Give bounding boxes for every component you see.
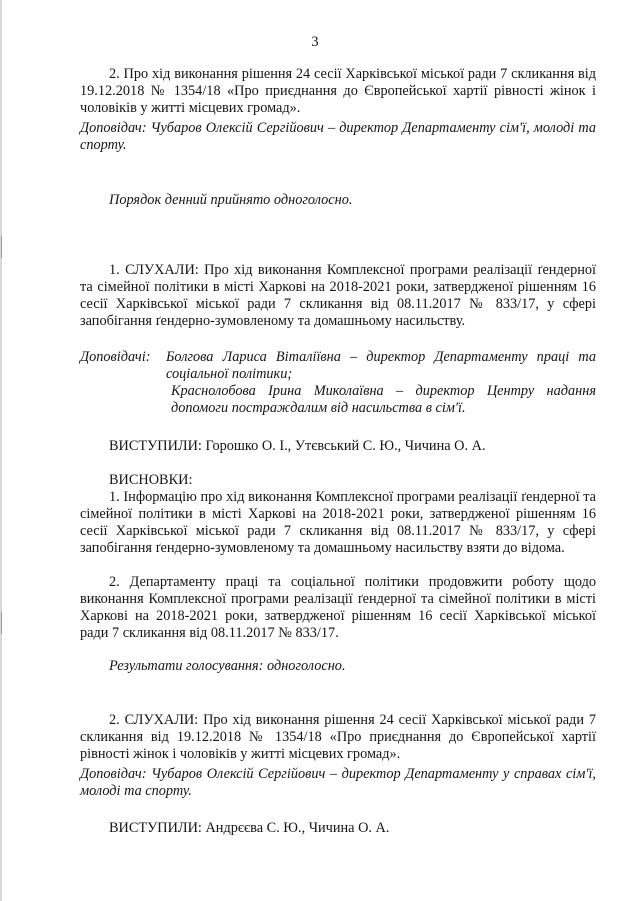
- item-2-heard: 2. СЛУХАЛИ: Про хід виконання рішення 24 сесії Харківської міської ради 7 скликання від 19.12.2018 № 1354/18 «Про приєднання до Європейської хартії рівності жінок і чоловіків у житті місцевих громад».: [80, 712, 596, 762]
- binding-mark: [1, 236, 2, 258]
- agenda-item-2: 2. Про хід виконання рішення 24 сесії Харківської міської ради 7 скликання від 19.12.2018 № 1354/18 «Про приєднання до Європейської хартії рівності жінок і чоловіків у житті місцевих громад».: [80, 66, 596, 116]
- reporters-label: Доповідачі:: [80, 349, 151, 365]
- conclusion-1: 1. Інформацію про хід виконання Комплексної програми реалізації ґендерної та сімейної політики в місті Харкові на 2018-2021 роки, затвердженої рішенням 16 сесії Харківської міської ради 7 скликання від 08.11.2017 № 833/17, у сфері запобігання ґендерно-зумовленому та домашньому насильству взяти до відома.: [80, 489, 596, 556]
- agenda-item-2-reporter: Доповідач: Чубаров Олексій Сергійович – директор Департаменту сім'ї, молоді та спорту.: [80, 120, 596, 153]
- page-number: 3: [311, 34, 319, 50]
- conclusions-title: ВИСНОВКИ:: [109, 472, 193, 488]
- conclusion-2: 2. Департаменту праці та соціальної політики продовжити роботу щодо виконання Комплексної програми реалізації ґендерної та сімейної політики в місті Харкові на 2018-2021 роки, затвердженої рішенням 16 сесії Харківської міської ради 7 скликання від 08.11.2017 № 833/17.: [80, 574, 596, 641]
- agenda-adopted: Порядок денний прийнято одноголосно.: [109, 192, 353, 208]
- item-1-reporters: [80, 349, 596, 417]
- item-1-heard: 1. СЛУХАЛИ: Про хід виконання Комплексної програми реалізації ґендерної та сімейної політики в місті Харкові на 2018-2021 роки, затвердженої рішенням 16 сесії Харківської міської ради 7 скликання від 08.11.2017 № 833/17, у сфері запобігання ґендерно-зумовленому та домашньому насильству.: [80, 262, 596, 329]
- item-1-vote: Результати голосування: одноголосно.: [109, 658, 346, 674]
- item-2-spoke: ВИСТУПИЛИ: Андрєєва С. Ю., Чичина О. А.: [109, 820, 390, 836]
- item-2-reporter: Доповідач: Чубаров Олексій Сергійович – директор Департаменту у справах сім'ї, молоді та спорту.: [80, 766, 596, 799]
- page-left-edge: [0, 0, 2, 901]
- item-1-spoke: ВИСТУПИЛИ: Горошко О. І., Утєвський С. Ю., Чичина О. А.: [109, 438, 486, 454]
- binding-mark: [1, 612, 2, 634]
- reporter-2: Краснолобова Ірина Миколаївна – директор Центру надання допомоги постраждалим від насильства в сім'ї.: [171, 383, 596, 416]
- reporter-1: Болгова Лариса Віталіївна – директор Департаменту праці та соціальної політики;: [166, 349, 596, 382]
